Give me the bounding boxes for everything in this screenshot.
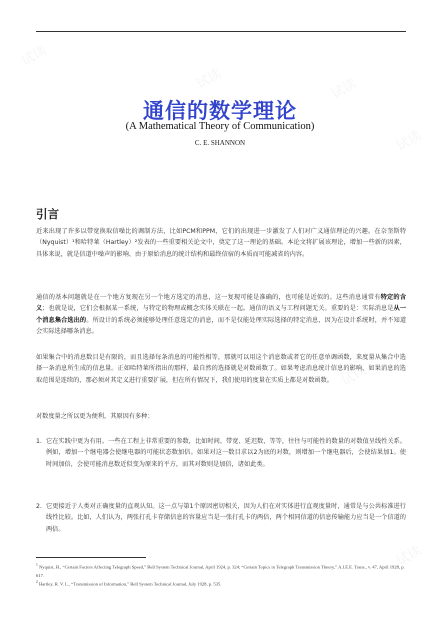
list-item-text: 它更接近于人类对正确度量的直观认知。这一点与第1个原因密切相关，因为人们在对实体进行直观度量时，通常是与公共标准进行线性比较。比如，人们认为，两张打孔卡存储信息的容量应当是一张打孔卡的两倍，两个相同信道的信息传输能力应当是一个信道的两倍。 (46, 503, 406, 533)
watermark-text: 试读 (338, 363, 370, 390)
list-item (36, 501, 406, 535)
paragraph-2-emphasis: 从一个消息集合选出的 (36, 305, 407, 324)
page-title: 通信的数学理论 (143, 99, 297, 123)
paragraph-2-text: ；也就是说，它们会根据某一系统，与特定的物理或概念实体关联在一起。通信的语义与工程问题无关。重要的是：实际消息是 (42, 305, 394, 313)
footnote-text: Hartley, R. V. L., “Transmission of Information,” Bell System Technical Journal, July 1928, p. 535. (38, 581, 222, 587)
paragraph-2-text: 。所设计的系统必须能够处理任意选定的消息，而不是仅能处理实际选择的特定消息，因为在设计系统时，并不知道会实际选择哪条消息。 (36, 316, 407, 336)
paragraph-4: 对数度量之所以更为便利，其原因有多种： (36, 413, 154, 420)
watermark-text: 试读 (393, 543, 425, 570)
page-subtitle: (A Mathematical Theory of Communication) (125, 121, 315, 132)
watermark-text: 试读 (193, 66, 225, 93)
header-rule (36, 31, 406, 32)
watermark-text: 试读 (328, 76, 360, 103)
list-item-number: 2. (36, 503, 42, 510)
footnote-2 (36, 578, 406, 589)
footnote-text: Nyquist, H., “Certain Factors Affecting Telegraph Speed,” Bell System Technical Journal, April 1924, p. 324; “Certain Topics in Telegraph Transmission Theory,” A.I.E.E. Trans., v. 47, April 1928, p. 617. (36, 564, 405, 578)
footnote-mark: 2 (36, 580, 38, 584)
list-item (36, 436, 406, 470)
watermark-text: 试读 (18, 43, 50, 70)
list-item-number: 1. (36, 438, 42, 445)
watermark-text: 试读 (393, 128, 425, 155)
paragraph-3: 如果集合中的消息数目是有限的，而且选择每条消息的可能性相等，那就可以用这个消息数或者它的任意单调函数，来度量从集合中选择一条消息所生成的信息量。正如哈特莱所指出的那样，最自然的选择就是对数函数了。如果考虑消息统计信息的影响，如果消息的选取范围是连续的，那必须对其定义进行重要扩展，但在所有情况下，我们使用的度量在实质上都是对数函数。 (36, 354, 406, 384)
paragraph-2-emphasis: 特定的含义 (36, 294, 407, 313)
paragraph-2-text: 通信的基本问题就是在一个地方复现在另一个地方选定的消息，这一复现可能是准确的，也可能是近似的。这些消息通常有 (36, 294, 381, 301)
footnote-rule (36, 557, 146, 558)
paragraph-1: 近来出现了许多以带宽换取信噪比的调制方法，比如PCM和PPM，它们的出现进一步激发了人们对广义通信理论的兴趣。在奈奎斯特（Nyquist）¹和哈特莱（Hartley）²发表的一些重要相关论文中，奠定了这一理论的基础。本论文将扩展该理论，增加一些新的因素，具体来说，就是信道中噪声的影响、由于原始消息的统计结构和最终信宿的本质而可能减省的内容。 (36, 228, 406, 258)
paragraph-2 (36, 292, 406, 338)
footnote-mark: 1 (36, 563, 38, 567)
author-name: C. E. SHANNON (194, 139, 246, 147)
list-item-text: 它在实践中更为有用。一些在工程上非常重要的参数，比如时间、带宽、延迟数，等等，往往与可能性的数量的对数值呈线性关系。例如，增加一个继电器会使继电器的可能状态数加倍。如果对这一数目求以2为底的对数，则增加一个继电器后，会使结果加1。使时间加倍，会使可能消息数近似变为原来的平方，而其对数则是加倍，诸如此类。 (46, 438, 406, 468)
section-heading: 引言 (36, 207, 59, 221)
